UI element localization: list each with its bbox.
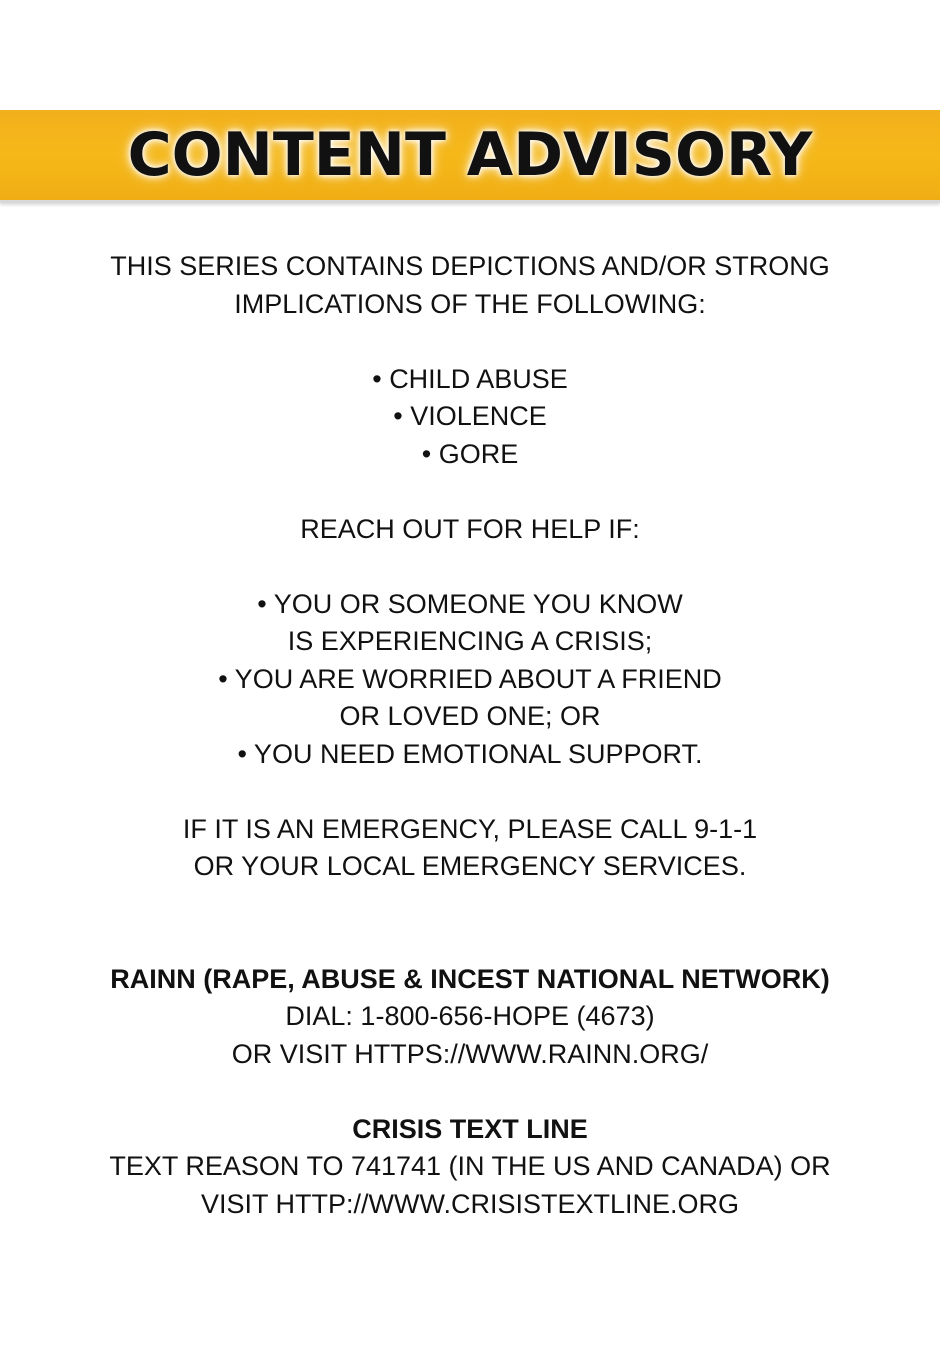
rainn-visit: OR VISIT HTTPS://WWW.RAINN.ORG/: [231, 1039, 709, 1069]
help-line-3: • YOU ARE WORRIED ABOUT A FRIEND: [218, 664, 722, 694]
help-line-4: OR LOVED ONE; OR: [339, 701, 601, 731]
emergency-line-2: OR YOUR LOCAL EMERGENCY SERVICES.: [193, 851, 747, 881]
help-line-1: • YOU OR SOMEONE YOU KNOW: [257, 589, 683, 619]
crisis-text-line-name: CRISIS TEXT LINE: [352, 1114, 588, 1144]
crisis-text-line-text: TEXT REASON TO 741741 (IN THE US AND CANADA) OR: [109, 1151, 831, 1181]
crisis-text-line-visit: VISIT HTTP://WWW.CRISISTEXTLINE.ORG: [200, 1189, 740, 1219]
intro-line-1: THIS SERIES CONTAINS DEPICTIONS AND/OR STRONG: [110, 251, 830, 281]
content-item-child-abuse: • CHILD ABUSE: [372, 364, 568, 394]
help-line-5: • YOU NEED EMOTIONAL SUPPORT.: [237, 739, 703, 769]
help-heading: REACH OUT FOR HELP IF:: [300, 514, 640, 544]
emergency-line-1: IF IT IS AN EMERGENCY, PLEASE CALL 9-1-1: [182, 814, 758, 844]
help-line-2: IS EXPERIENCING A CRISIS;: [287, 626, 653, 656]
content-item-gore: • GORE: [421, 439, 519, 469]
rainn-dial: DIAL: 1-800-656-HOPE (4673): [285, 1001, 655, 1031]
advisory-banner: [0, 110, 940, 203]
advisory-title: CONTENT ADVISORY: [127, 120, 813, 190]
content-item-violence: • VIOLENCE: [393, 401, 547, 431]
rainn-name: RAINN (RAPE, ABUSE & INCEST NATIONAL NETWORK): [110, 964, 830, 994]
intro-line-2: IMPLICATIONS OF THE FOLLOWING:: [234, 289, 706, 319]
